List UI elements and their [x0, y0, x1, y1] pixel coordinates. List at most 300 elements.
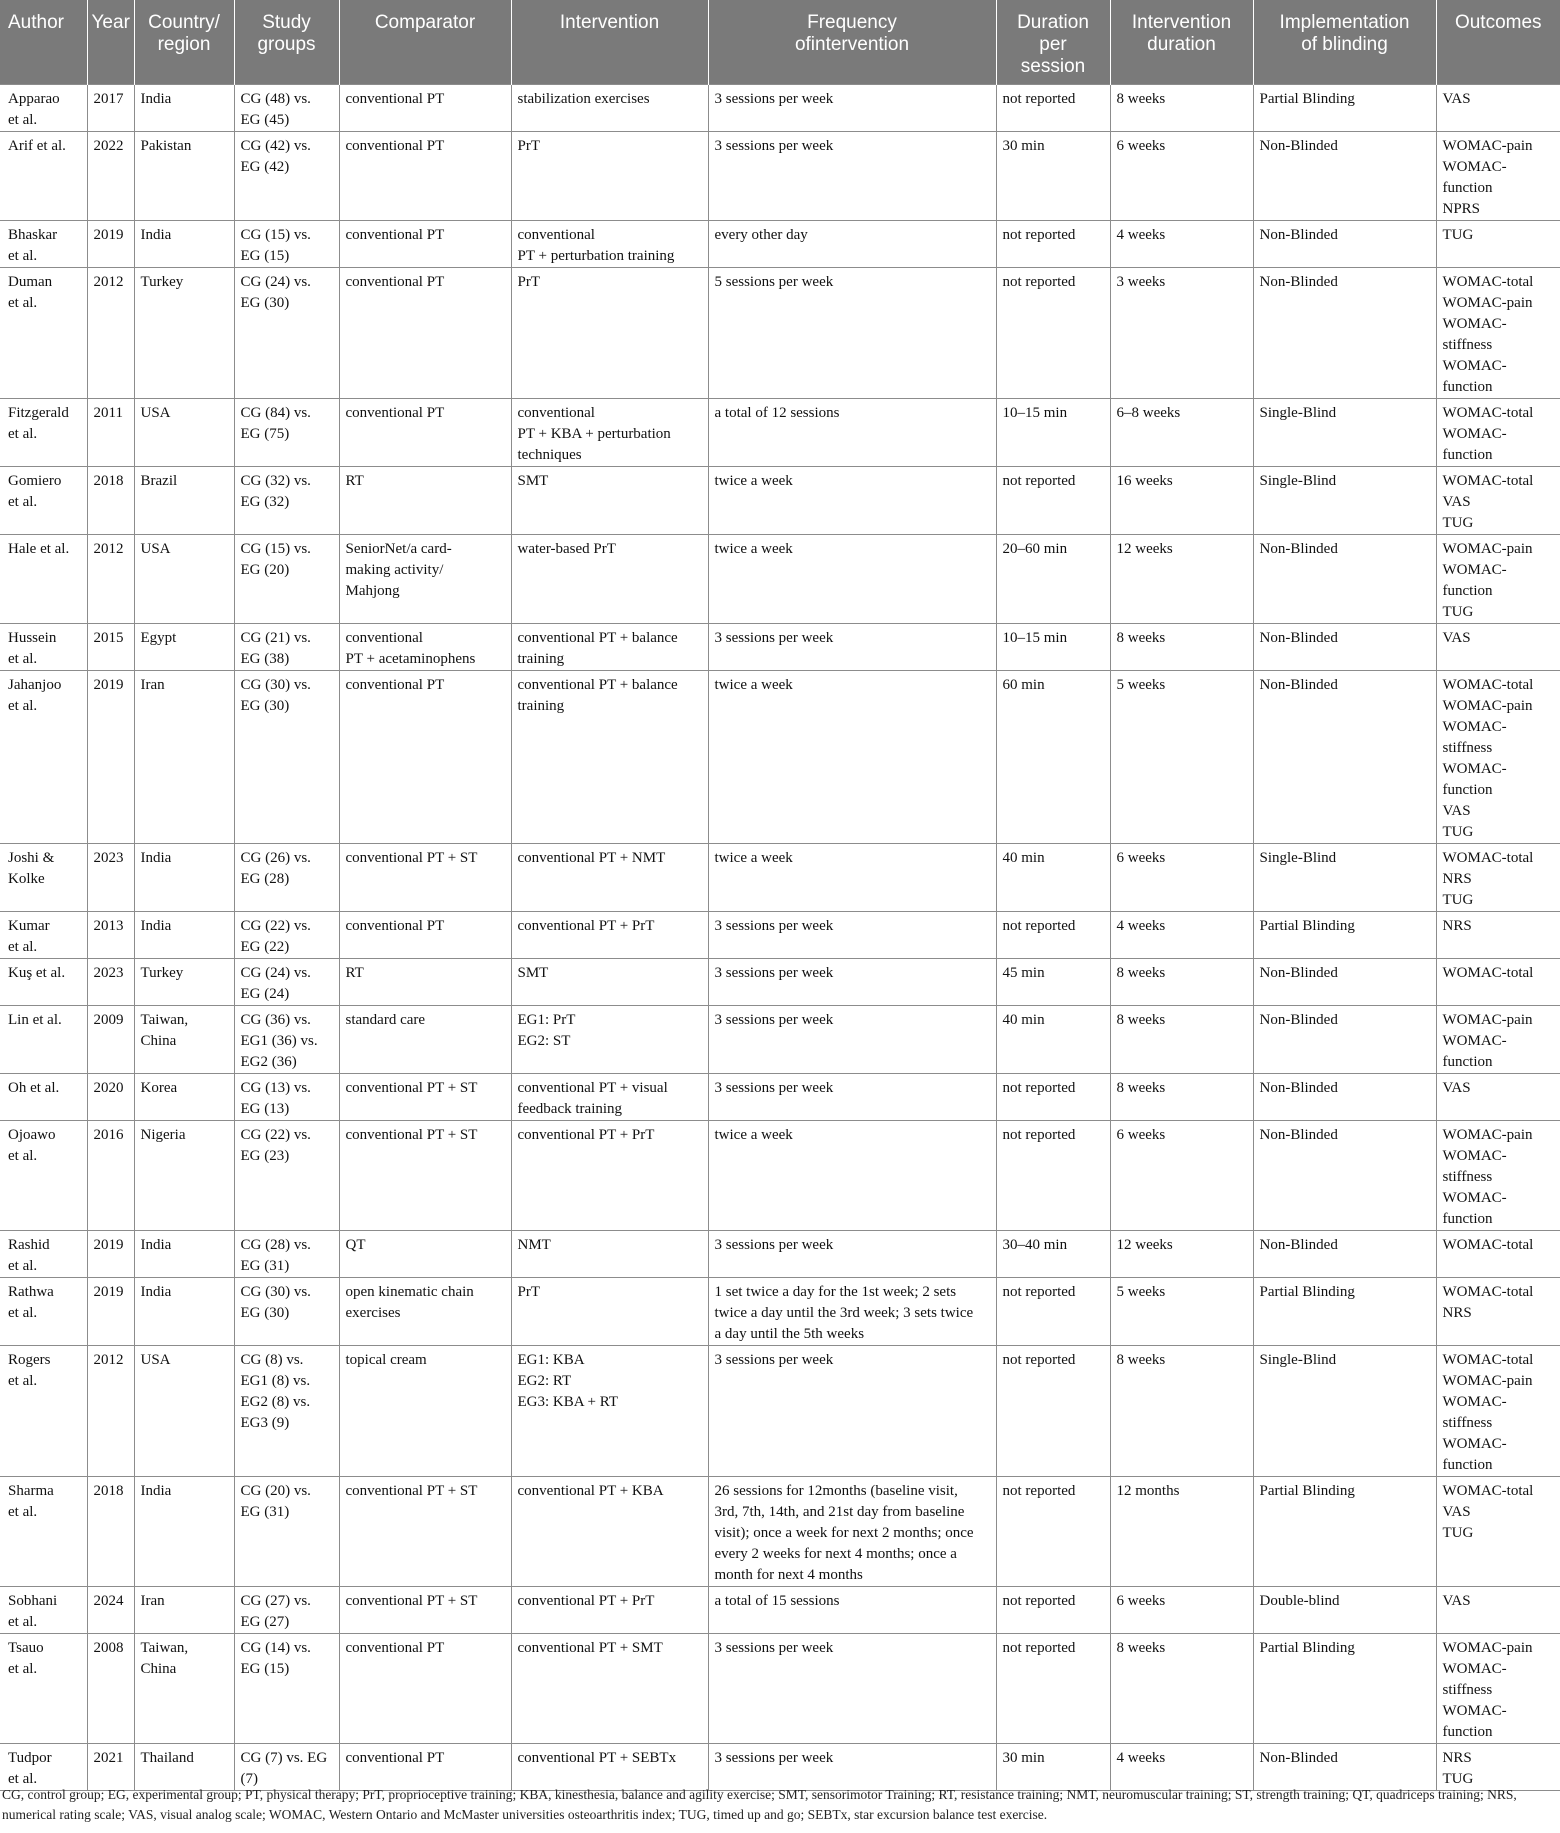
cell-line: 8 weeks: [1116, 1080, 1166, 1096]
cell-line: et al.: [8, 1373, 38, 1389]
cell-line: PT + KBA + perturbation: [517, 426, 671, 442]
cell-duration-intervention: [1110, 1006, 1253, 1074]
cell-frequency: [708, 959, 996, 1006]
cell-line: Non-Blinded: [1259, 630, 1338, 646]
cell-line: CG (15) vs.: [240, 227, 311, 243]
cell-line: WOMAC-: [1442, 1436, 1507, 1452]
cell-line: PrT: [517, 274, 540, 290]
cell-frequency: [708, 1587, 996, 1634]
cell-line: TUG: [1442, 227, 1474, 243]
cell-line: Partial Blinding: [1259, 1640, 1355, 1656]
cell-blinding: [1253, 467, 1436, 535]
cell-duration-intervention: [1110, 912, 1253, 959]
cell-line: Korea: [140, 1080, 178, 1096]
cell-groups: [234, 1006, 339, 1074]
cell-blinding: [1253, 671, 1436, 844]
cell-author: [0, 85, 87, 132]
table-row: [0, 467, 1560, 535]
cell-country: [134, 1231, 234, 1278]
cell-line: twice a week: [714, 473, 793, 489]
cell-line: NRS: [1442, 871, 1472, 887]
cell-country: [134, 85, 234, 132]
cell-line: conventional PT: [345, 138, 445, 154]
cell-frequency: [708, 399, 996, 467]
cell-frequency: [708, 1634, 996, 1744]
cell-year: [87, 535, 134, 624]
cell-line: EG (23): [240, 1148, 290, 1164]
cell-line: NRS: [1442, 1305, 1472, 1321]
cell-year: [87, 268, 134, 399]
cell-line: conventional PT: [345, 274, 445, 290]
cell-line: 5 sessions per week: [714, 274, 834, 290]
cell-line: Year: [91, 12, 130, 33]
cell-line: Outcomes: [1454, 12, 1542, 33]
cell-author: [0, 268, 87, 399]
cell-line: et al.: [8, 698, 38, 714]
cell-line: Sobhani: [8, 1593, 58, 1609]
cell-frequency: [708, 467, 996, 535]
cell-duration-session: [996, 132, 1110, 221]
cell-line: WOMAC-: [1442, 1661, 1507, 1677]
cell-line: not reported: [1002, 1640, 1076, 1656]
cell-line: not reported: [1002, 1284, 1076, 1300]
cell-line: Taiwan,: [140, 1012, 189, 1028]
cell-outcomes: [1436, 959, 1560, 1006]
cell-outcomes: [1436, 1477, 1560, 1587]
cell-year: [87, 624, 134, 671]
cell-country: [134, 1744, 234, 1791]
cell-comparator: [339, 1634, 511, 1744]
cell-line: WOMAC-: [1442, 1148, 1507, 1164]
cell-line: Implementation: [1279, 12, 1410, 33]
cell-line: EG1: PrT: [517, 1012, 576, 1028]
cell-line: PT + perturbation training: [517, 248, 675, 264]
cell-duration-intervention: [1110, 1634, 1253, 1744]
cell-line: open kinematic chain: [345, 1284, 474, 1300]
cell-intervention: [511, 912, 708, 959]
cell-groups: [234, 268, 339, 399]
cell-line: WOMAC-pain: [1442, 1127, 1533, 1143]
cell-line: China: [140, 1033, 177, 1049]
column-header-intervention: [511, 0, 708, 85]
cell-line: 3 sessions per week: [714, 1080, 834, 1096]
cell-year: [87, 1744, 134, 1791]
cell-blinding: [1253, 624, 1436, 671]
cell-line: 26 sessions for 12months (baseline visit,: [714, 1483, 958, 1499]
cell-line: conventional PT + ST: [345, 1127, 478, 1143]
cell-comparator: [339, 132, 511, 221]
cell-line: stabilization exercises: [517, 91, 650, 107]
cell-line: 3 sessions per week: [714, 1640, 834, 1656]
cell-line: CG (30) vs.: [240, 677, 311, 693]
cell-line: WOMAC-: [1442, 358, 1507, 374]
cell-line: visit); once a week for next 2 months; once: [714, 1525, 974, 1541]
cell-line: USA: [140, 405, 171, 421]
cell-line: function: [1442, 180, 1493, 196]
cell-line: VAS: [1442, 1504, 1471, 1520]
cell-outcomes: [1436, 268, 1560, 399]
cell-line: a total of 15 sessions: [714, 1593, 840, 1609]
cell-line: EG2 (8) vs.: [240, 1394, 311, 1410]
cell-line: EG (15): [240, 1661, 290, 1677]
cell-blinding: [1253, 221, 1436, 268]
cell-comparator: [339, 1121, 511, 1231]
cell-line: et al.: [8, 1661, 38, 1677]
cell-line: 8 weeks: [1116, 1012, 1166, 1028]
cell-line: not reported: [1002, 473, 1076, 489]
cell-author: [0, 1278, 87, 1346]
cell-comparator: [339, 1278, 511, 1346]
cell-year: [87, 1634, 134, 1744]
cell-line: et al.: [8, 112, 38, 128]
table-row: [0, 399, 1560, 467]
cell-line: Single-Blind: [1259, 473, 1337, 489]
cell-line: WOMAC-total: [1442, 1284, 1534, 1300]
cell-country: [134, 1074, 234, 1121]
cell-outcomes: [1436, 221, 1560, 268]
cell-line: WOMAC-: [1442, 1703, 1507, 1719]
cell-line: WOMAC-: [1442, 761, 1507, 777]
table-body: [0, 85, 1560, 1791]
cell-line: Non-Blinded: [1259, 677, 1338, 693]
cell-line: conventional PT + balance: [517, 630, 678, 646]
cell-line: CG (24) vs.: [240, 274, 311, 290]
cell-line: conventional PT + KBA: [517, 1483, 664, 1499]
cell-comparator: [339, 1006, 511, 1074]
table-row: [0, 671, 1560, 844]
column-header-comparator: [339, 0, 511, 85]
cell-line: CG (27) vs.: [240, 1593, 311, 1609]
cell-line: 2009: [93, 1012, 124, 1028]
cell-line: WOMAC-total: [1442, 1483, 1534, 1499]
cell-line: SMT: [517, 965, 549, 981]
column-header-outcomes: [1436, 0, 1560, 85]
cell-duration-intervention: [1110, 268, 1253, 399]
cell-line: EG3 (9): [240, 1415, 290, 1431]
cell-comparator: [339, 399, 511, 467]
cell-line: conventional PT + ST: [345, 850, 478, 866]
cell-line: CG (36) vs.: [240, 1012, 311, 1028]
cell-duration-session: [996, 1278, 1110, 1346]
cell-line: Single-Blind: [1259, 1352, 1337, 1368]
cell-line: function: [1442, 447, 1493, 463]
cell-line: 3rd, 7th, 14th, and 21st day from baseline: [714, 1504, 965, 1520]
cell-year: [87, 221, 134, 268]
cell-line: every other day: [714, 227, 808, 243]
cell-line: 3 sessions per week: [714, 91, 834, 107]
table-footnote: CG, control group; EG, experimental group; PT, physical therapy; PrT, proprioceptive training; KBA, kinesthesia, balance and agility exercise; SMT, sensorimotor Training; RT, resistance training; NMT, neuromuscular training; ST, strength training; QT, quadriceps training; NRS, numerical rating scale; VAS, visual analog scale; WOMAC, Western Ontario and McMaster universities osteoarthritis index; TUG, timed up and go; SEBTx, star excursion balance test exercise.: [2, 1787, 1517, 1822]
cell-line: 20–60 min: [1002, 541, 1068, 557]
cell-line: WOMAC-: [1442, 159, 1507, 175]
cell-line: EG (22): [240, 939, 290, 955]
cell-duration-session: [996, 1346, 1110, 1477]
cell-line: Nigeria: [140, 1127, 186, 1143]
cell-frequency: [708, 624, 996, 671]
cell-line: et al.: [8, 1504, 38, 1520]
cell-line: stiffness: [1442, 337, 1493, 353]
cell-line: not reported: [1002, 1080, 1076, 1096]
cell-line: conventional PT + NMT: [517, 850, 666, 866]
cell-line: 2018: [93, 1483, 124, 1499]
cell-line: conventional PT: [345, 1640, 445, 1656]
cell-line: Author: [8, 12, 64, 33]
cell-duration-session: [996, 399, 1110, 467]
cell-line: 2013: [93, 918, 124, 934]
cell-line: conventional PT + ST: [345, 1593, 478, 1609]
cell-author: [0, 1744, 87, 1791]
cell-groups: [234, 132, 339, 221]
cell-line: 8 weeks: [1116, 965, 1166, 981]
cell-frequency: [708, 221, 996, 268]
cell-country: [134, 1121, 234, 1231]
cell-line: twice a week: [714, 1127, 793, 1143]
cell-blinding: [1253, 1634, 1436, 1744]
cell-line: 2022: [93, 138, 124, 154]
cell-blinding: [1253, 1278, 1436, 1346]
cell-author: [0, 1074, 87, 1121]
cell-line: 2012: [93, 1352, 124, 1368]
cell-line: VAS: [1442, 494, 1471, 510]
cell-line: EG (15): [240, 248, 290, 264]
cell-country: [134, 1477, 234, 1587]
cell-line: WOMAC-total: [1442, 850, 1534, 866]
cell-line: 6 weeks: [1116, 850, 1166, 866]
cell-intervention: [511, 535, 708, 624]
cell-comparator: [339, 1074, 511, 1121]
cell-year: [87, 1074, 134, 1121]
cell-line: not reported: [1002, 91, 1076, 107]
cell-comparator: [339, 535, 511, 624]
cell-line: India: [140, 1284, 172, 1300]
column-header-frequency: [708, 0, 996, 85]
cell-line: Non-Blinded: [1259, 274, 1338, 290]
cell-comparator: [339, 844, 511, 912]
cell-groups: [234, 221, 339, 268]
cell-line: ofintervention: [794, 34, 910, 55]
cell-line: et al.: [8, 426, 38, 442]
cell-line: Partial Blinding: [1259, 1284, 1355, 1300]
cell-country: [134, 132, 234, 221]
cell-line: a total of 12 sessions: [714, 405, 840, 421]
cell-comparator: [339, 85, 511, 132]
cell-line: et al.: [8, 651, 38, 667]
cell-groups: [234, 1477, 339, 1587]
cell-line: stiffness: [1442, 1415, 1493, 1431]
table-row: [0, 1587, 1560, 1634]
cell-line: 10–15 min: [1002, 405, 1068, 421]
cell-line: Single-Blind: [1259, 850, 1337, 866]
cell-line: 3 sessions per week: [714, 1750, 834, 1766]
cell-author: [0, 1346, 87, 1477]
cell-line: TUG: [1442, 824, 1474, 840]
cell-line: EG (32): [240, 494, 290, 510]
cell-line: Tudpor: [8, 1750, 52, 1766]
cell-author: [0, 1477, 87, 1587]
cell-line: CG (48) vs.: [240, 91, 311, 107]
cell-line: 2008: [93, 1640, 124, 1656]
cell-line: Lin et al.: [8, 1012, 62, 1028]
cell-country: [134, 268, 234, 399]
cell-frequency: [708, 1121, 996, 1231]
cell-author: [0, 1121, 87, 1231]
cell-line: a day until the 5th weeks: [714, 1326, 865, 1342]
cell-line: EG (30): [240, 1305, 290, 1321]
cell-outcomes: [1436, 85, 1560, 132]
cell-line: 60 min: [1002, 677, 1045, 693]
cell-comparator: [339, 1587, 511, 1634]
cell-line: EG (30): [240, 698, 290, 714]
cell-intervention: [511, 268, 708, 399]
cell-line: Oh et al.: [8, 1080, 60, 1096]
cell-duration-intervention: [1110, 1231, 1253, 1278]
cell-line: 2016: [93, 1127, 124, 1143]
cell-duration-intervention: [1110, 399, 1253, 467]
cell-intervention: [511, 1006, 708, 1074]
cell-line: Frequency: [807, 12, 897, 33]
cell-line: CG (28) vs.: [240, 1237, 311, 1253]
cell-line: CG (22) vs.: [240, 1127, 311, 1143]
cell-author: [0, 624, 87, 671]
column-header-blinding: [1253, 0, 1436, 85]
cell-line: TUG: [1442, 1525, 1474, 1541]
cell-line: QT: [345, 1237, 366, 1253]
cell-line: 2012: [93, 274, 124, 290]
cell-line: conventional PT: [345, 227, 445, 243]
cell-line: 2023: [93, 965, 124, 981]
cell-line: RT: [345, 965, 364, 981]
column-header-year: [87, 0, 134, 85]
cell-line: conventional PT: [345, 1750, 445, 1766]
cell-blinding: [1253, 85, 1436, 132]
cell-line: topical cream: [345, 1352, 427, 1368]
cell-author: [0, 1634, 87, 1744]
cell-line: 2019: [93, 227, 124, 243]
cell-line: 3 sessions per week: [714, 138, 834, 154]
cell-country: [134, 399, 234, 467]
cell-intervention: [511, 1346, 708, 1477]
cell-intervention: [511, 132, 708, 221]
table-row: [0, 959, 1560, 1006]
cell-line: Joshi &: [8, 850, 55, 866]
cell-line: NPRS: [1442, 201, 1481, 217]
cell-line: Sharma: [8, 1483, 54, 1499]
cell-line: Non-Blinded: [1259, 138, 1338, 154]
cell-year: [87, 671, 134, 844]
cell-line: Apparao: [8, 91, 60, 107]
cell-line: not reported: [1002, 1127, 1076, 1143]
cell-line: not reported: [1002, 918, 1076, 934]
cell-duration-intervention: [1110, 535, 1253, 624]
cell-line: VAS: [1442, 1593, 1471, 1609]
cell-line: 40 min: [1002, 1012, 1045, 1028]
cell-line: (7): [240, 1771, 258, 1787]
cell-line: 2020: [93, 1080, 124, 1096]
cell-line: et al.: [8, 494, 38, 510]
cell-line: not reported: [1002, 274, 1076, 290]
cell-line: 3 weeks: [1116, 274, 1166, 290]
cell-line: Tsauo: [8, 1640, 44, 1656]
cell-line: 16 weeks: [1116, 473, 1173, 489]
cell-line: per: [1039, 34, 1067, 55]
cell-line: of blinding: [1301, 34, 1388, 55]
cell-line: training: [517, 651, 565, 667]
cell-line: Single-Blind: [1259, 405, 1337, 421]
cell-line: et al.: [8, 939, 38, 955]
cell-line: twice a day until the 3rd week; 3 sets twice: [714, 1305, 974, 1321]
cell-line: CG (7) vs. EG: [240, 1750, 328, 1766]
cell-line: EG2: RT: [517, 1373, 572, 1389]
cell-line: CG (24) vs.: [240, 965, 311, 981]
cell-line: EG2 (36): [240, 1054, 297, 1070]
cell-frequency: [708, 268, 996, 399]
cell-duration-intervention: [1110, 467, 1253, 535]
cell-line: Turkey: [140, 965, 184, 981]
cell-line: CG (30) vs.: [240, 1284, 311, 1300]
cell-line: 8 weeks: [1116, 91, 1166, 107]
cell-year: [87, 1477, 134, 1587]
cell-line: 4 weeks: [1116, 227, 1166, 243]
cell-line: PrT: [517, 138, 540, 154]
cell-country: [134, 844, 234, 912]
column-header-author: [0, 0, 87, 85]
cell-line: conventional PT + SMT: [517, 1640, 663, 1656]
cell-author: [0, 467, 87, 535]
cell-line: WOMAC-total: [1442, 473, 1534, 489]
cell-duration-session: [996, 1634, 1110, 1744]
cell-line: 3 sessions per week: [714, 1237, 834, 1253]
cell-duration-intervention: [1110, 1346, 1253, 1477]
cell-line: Iran: [140, 677, 165, 693]
cell-blinding: [1253, 1121, 1436, 1231]
cell-line: Duration: [1017, 12, 1089, 33]
cell-line: USA: [140, 541, 171, 557]
cell-outcomes: [1436, 1634, 1560, 1744]
cell-blinding: [1253, 535, 1436, 624]
cell-line: et al.: [8, 1305, 38, 1321]
cell-line: Intervention: [1131, 12, 1232, 33]
cell-line: EG (27): [240, 1614, 290, 1630]
cell-duration-session: [996, 1006, 1110, 1074]
cell-line: training: [517, 698, 565, 714]
cell-country: [134, 221, 234, 268]
table-row: [0, 624, 1560, 671]
cell-line: 30 min: [1002, 138, 1045, 154]
cell-line: 4 weeks: [1116, 1750, 1166, 1766]
cell-line: 30 min: [1002, 1750, 1045, 1766]
cell-blinding: [1253, 1744, 1436, 1791]
cell-line: EG2: ST: [517, 1033, 571, 1049]
cell-line: WOMAC-: [1442, 719, 1507, 735]
cell-line: EG (42): [240, 159, 290, 175]
cell-line: 2021: [93, 1750, 124, 1766]
cell-line: 2019: [93, 677, 124, 693]
cell-line: EG (75): [240, 426, 290, 442]
cell-line: WOMAC-pain: [1442, 1640, 1533, 1656]
table-row: [0, 844, 1560, 912]
cell-line: conventional PT: [345, 405, 445, 421]
cell-outcomes: [1436, 1231, 1560, 1278]
cell-blinding: [1253, 1477, 1436, 1587]
cell-frequency: [708, 535, 996, 624]
cell-line: WOMAC-pain: [1442, 1373, 1533, 1389]
cell-duration-intervention: [1110, 671, 1253, 844]
cell-intervention: [511, 1121, 708, 1231]
cell-line: conventional PT + PrT: [517, 1593, 655, 1609]
cell-comparator: [339, 221, 511, 268]
cell-line: Non-Blinded: [1259, 541, 1338, 557]
cell-line: PT + acetaminophens: [345, 651, 476, 667]
cell-groups: [234, 624, 339, 671]
